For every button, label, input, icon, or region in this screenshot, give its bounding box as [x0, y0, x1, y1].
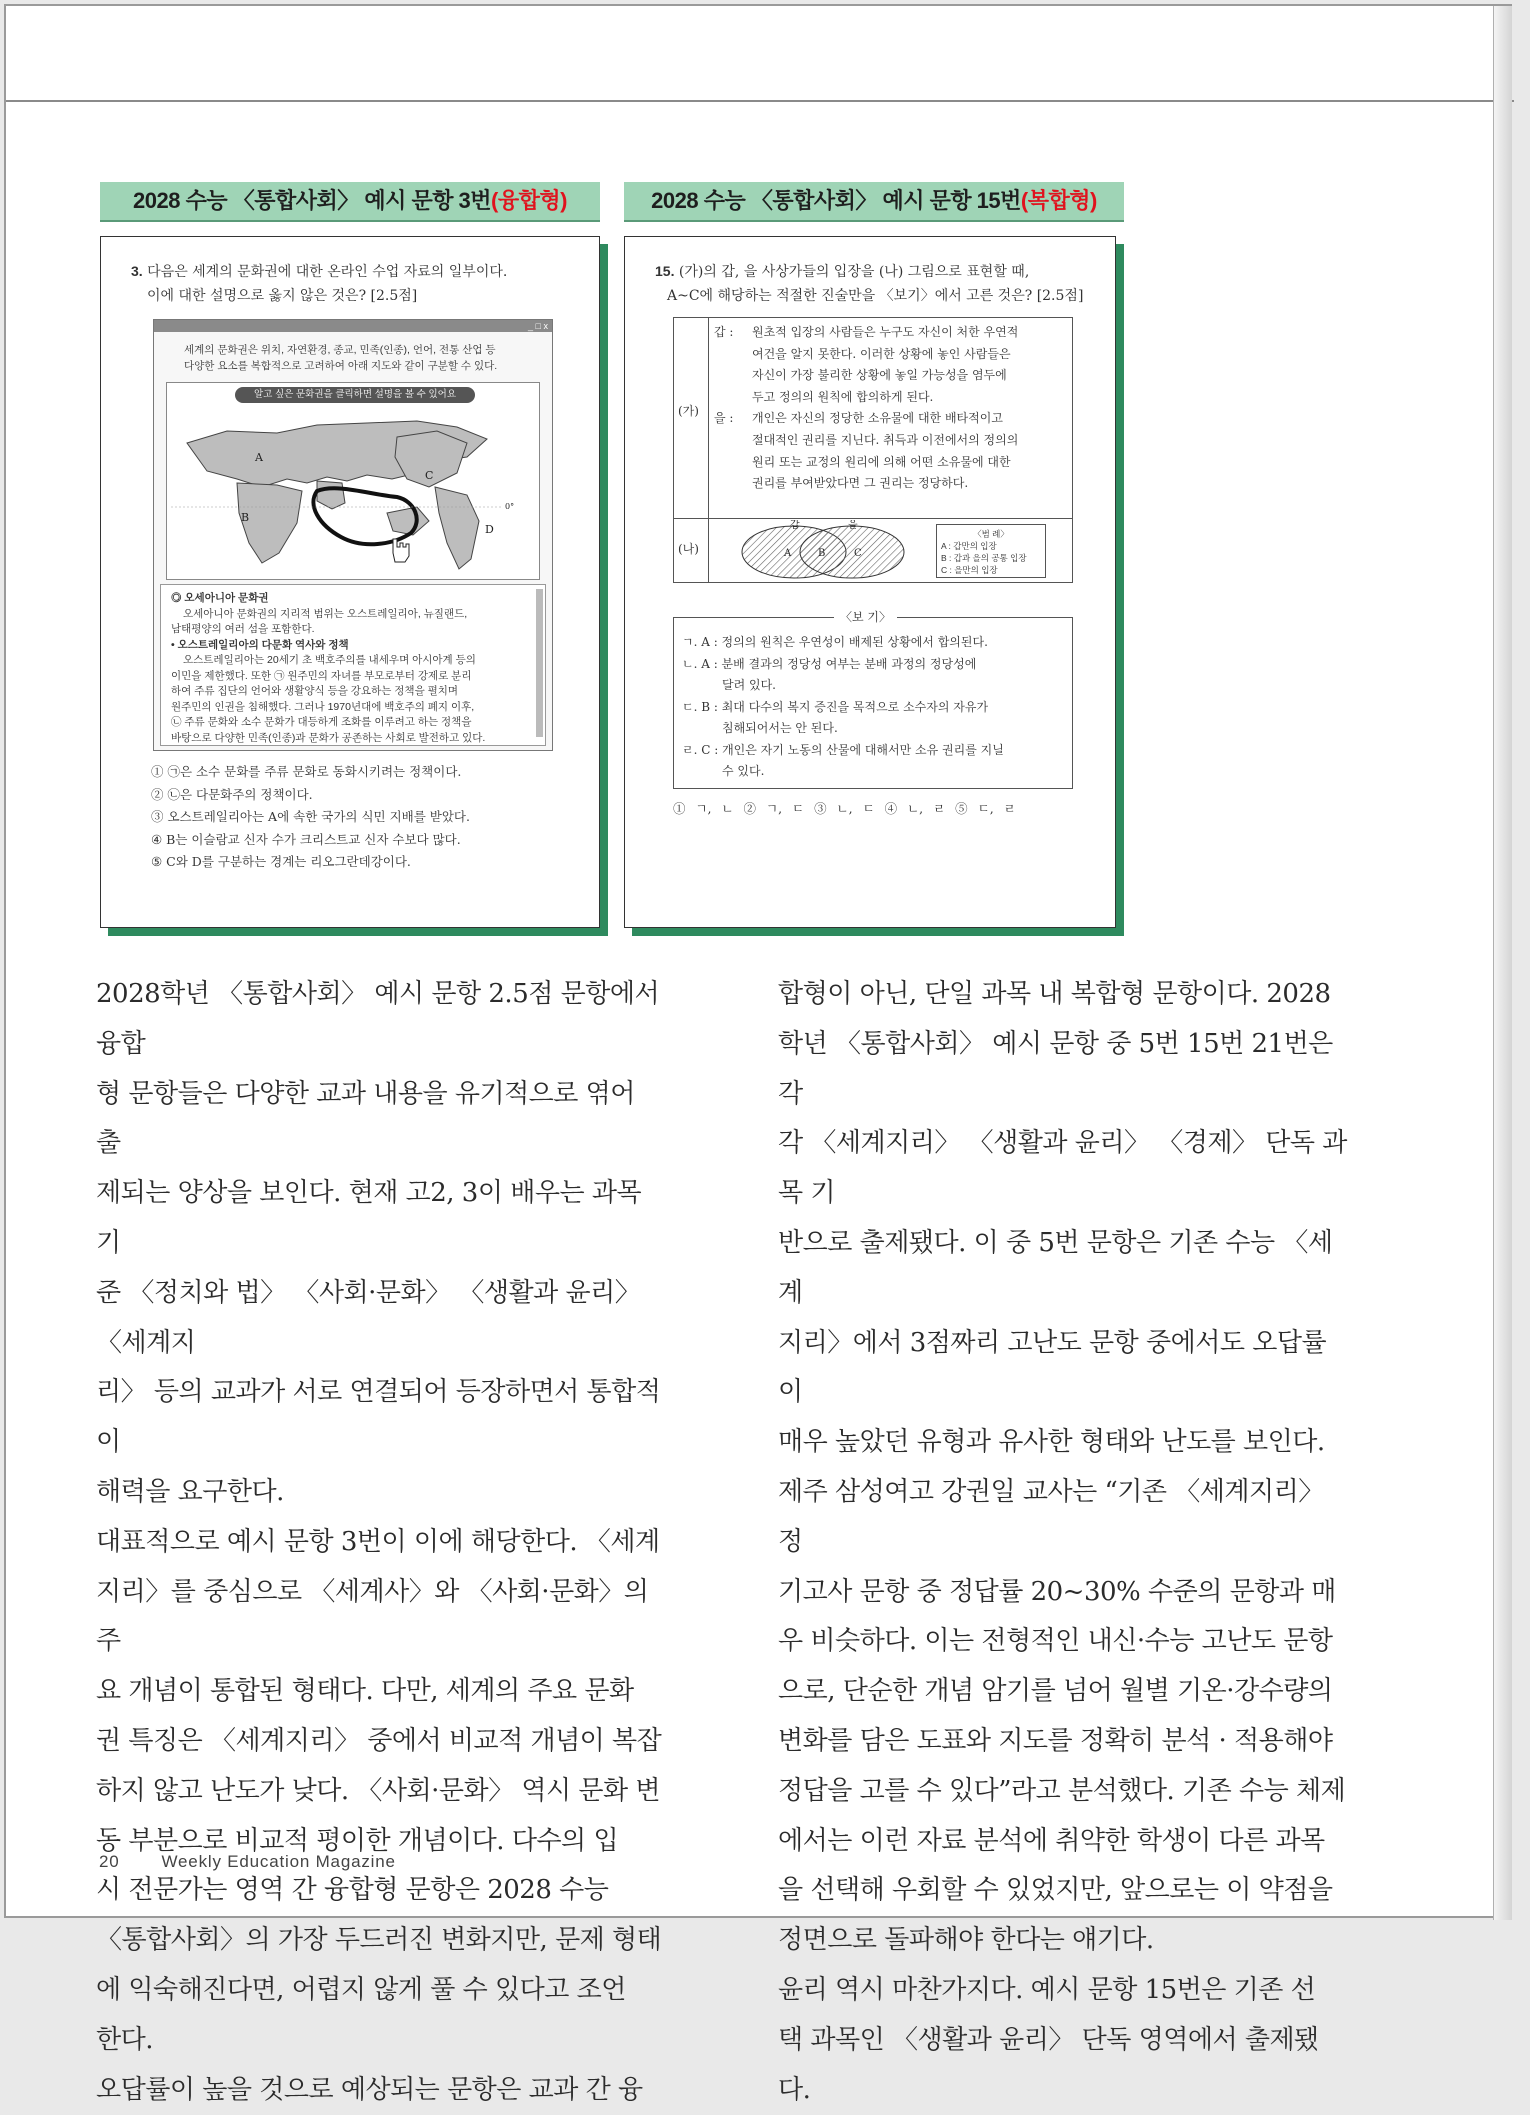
body-line: 합형이 아닌, 단일 과목 내 복합형 문항이다. 2028	[778, 979, 1331, 1009]
body-line: 정답을 고를 수 있다”라고 분석했다. 기존 수능 체제	[778, 1775, 1346, 1806]
bogi-item-cont: 침해되어서는 안 된다.	[722, 721, 838, 735]
legend-item: B : 갑과 을의 공통 입장	[941, 553, 1027, 563]
body-line: 에서는 이런 자료 분석에 취약한 학생이 다른 과목	[778, 1825, 1325, 1856]
body-line: 매우 높았던 유형과 유사한 형태와 난도를 보인다.	[778, 1427, 1325, 1458]
body-line: 을 선택해 우회할 수 있었지만, 앞으로는 이 약점을	[778, 1875, 1333, 1906]
window-titlebar	[154, 320, 552, 332]
body-line: 반으로 출제됐다. 이 중 5번 문항은 기존 수능 〈세계	[778, 1227, 1333, 1308]
q3-stem-line2: 이에 대한 설명으로 옳지 않은 것은? [2.5점]	[147, 288, 418, 304]
page-footer	[99, 1852, 396, 1872]
page-number: 20	[99, 1852, 120, 1871]
body-line: 으로, 단순한 개념 암기를 넘어 월별 기온·강수량의	[778, 1676, 1333, 1707]
q15-banner	[624, 182, 1124, 222]
body-line: 지리〉에서 3점짜리 고난도 문항 중에서도 오답률이	[778, 1327, 1327, 1408]
legend-item: A : 갑만의 입장	[941, 541, 997, 551]
eul-line: 개인은 자신의 정당한 소유물에 대한 배타적이고	[752, 411, 1003, 426]
q15-stem-line2: A~C에 해당하는 적절한 진술만을 〈보기〉에서 고른 것은? [2.5점]	[667, 288, 1084, 304]
oceania-line: 이민을 제한했다. 또한 ㉠ 원주민의 자녀를 부모로부터 강제로 분리	[171, 669, 472, 682]
body-line: 택 과목인 〈생활과 윤리〉 단독 영역에서 출제됐다.	[778, 2024, 1319, 2105]
choice-item[interactable]: ⑤ C와 D를 구분하는 경계는 리오그란데강이다.	[151, 854, 411, 869]
oceania-line: 남태평양의 여러 섬을 포함한다.	[171, 623, 315, 635]
bogi-item: ㄷ. B : 최대 다수의 복지 증진을 목적으로 소수자의 자유가	[682, 699, 989, 714]
online-lesson-window	[153, 319, 553, 751]
q15-banner-text: 2028 수능 〈통합사회〉 예시 문항 15번	[651, 188, 1021, 213]
bogi-item: ㄴ. A : 분배 결과의 정당성 여부는 분배 과정의 정당성에	[682, 656, 977, 671]
venn-diagram	[734, 520, 914, 580]
body-line: 리〉 등의 교과가 서로 연결되어 등장하면서 통합적 이	[96, 1377, 661, 1458]
body-right-column	[778, 970, 1348, 2115]
q15-stem	[655, 259, 1105, 308]
magazine-name: Weekly Education Magazine	[161, 1852, 396, 1871]
body-line: 하지 않고 난도가 낮다. 〈사회·문화〉 역시 문화 변	[96, 1775, 660, 1806]
world-culture-map	[166, 382, 540, 580]
bogi-box	[673, 610, 1073, 789]
map-label-b: B	[241, 511, 250, 524]
body-line: 오답률이 높을 것으로 예상되는 문항은 교과 간 융	[96, 2074, 643, 2105]
na-label-col	[674, 518, 709, 582]
eul-label: 을 :	[714, 411, 734, 426]
map-label-d: D	[485, 523, 494, 536]
body-line: 요 개념이 통합된 형태다. 다만, 세계의 주요 문화	[96, 1676, 634, 1707]
body-line: 기고사 문항 중 정답률 20~30% 수준의 문항과 매	[778, 1576, 1336, 1607]
eul-line: 원리 또는 교정의 원리에 의해 어떤 소유물에 대한	[752, 454, 1011, 469]
bogi-items	[682, 632, 1066, 783]
scrollbar[interactable]	[536, 589, 543, 737]
venn-c: C	[854, 548, 862, 559]
window-controls[interactable]: _ □ x	[528, 321, 548, 331]
q3-stem	[131, 259, 591, 308]
body-line: 준 〈정치와 법〉 〈사회·문화〉 〈생활과 윤리〉 〈세계지	[96, 1277, 641, 1358]
na-label: (나)	[678, 542, 699, 556]
intro-line: 세계의 문화권은 위치, 자연환경, 종교, 민족(인종), 언어, 전통 산업 등	[184, 344, 496, 356]
body-line: 정면으로 돌파해야 한다는 얘기다.	[778, 1925, 1154, 1956]
gap-line: 자신이 가장 불리한 상황에 놓일 가능성을 염두에	[752, 368, 1007, 383]
body-line: 에 익숙해진다면, 어렵지 않게 풀 수 있다고 조언	[96, 1974, 626, 2005]
q3-stem-line1: 다음은 세계의 문화권에 대한 온라인 수업 자료의 일부이다.	[147, 264, 508, 280]
q3-box	[100, 236, 600, 928]
choice-item[interactable]: ④ B는 이슬람교 신자 수가 크리스트교 신자 수보다 많다.	[151, 831, 461, 847]
legend-item: C : 을만의 입장	[941, 565, 998, 575]
oceania-text	[171, 591, 531, 746]
body-line: 윤리 역시 마찬가지다. 예시 문항 15번은 기존 선	[778, 1974, 1316, 2005]
oceania-line: 오세아니아 문화권의 지리적 범위는 오스트레일리아, 뉴질랜드,	[183, 607, 468, 620]
bogi-item: ㄱ. A : 정의의 원칙은 우연성이 배제된 상황에서 합의된다.	[682, 635, 988, 649]
eul-line: 권리를 부여받았다면 그 권리는 정당하다.	[752, 476, 969, 491]
venn-eul: 을	[848, 520, 858, 531]
equator-label: 0°	[505, 502, 515, 511]
venn-gap: 갑	[790, 520, 800, 531]
legend-title: 〈범 례〉	[973, 529, 1009, 539]
body-line: 시 전문가는 영역 간 융합형 문항은 2028 수능	[96, 1875, 609, 1906]
body-line: 지리〉를 중심으로 〈세계사〉와 〈사회·문화〉의 주	[96, 1576, 649, 1657]
header-rule	[6, 100, 1514, 102]
map-hint: 알고 싶은 문화권을 클릭하면 설명을 볼 수 있어요	[235, 387, 475, 403]
lesson-intro	[184, 342, 534, 374]
oceania-line: ㉡ 주류 문화와 소수 문화가 대등하게 조화를 이루려고 하는 정책을	[171, 716, 472, 728]
body-line: 우 비슷하다. 이는 전형적인 내신·수능 고난도 문항	[778, 1626, 1333, 1657]
q3-banner-text: 2028 수능 〈통합사회〉 예시 문항 3번	[133, 188, 492, 213]
body-line: 형 문항들은 다양한 교과 내용을 유기적으로 엮어 출	[96, 1078, 635, 1159]
body-line: 한다.	[96, 2024, 153, 2055]
gap-line: 두고 정의의 원칙에 합의하게 된다.	[752, 389, 934, 404]
page-edge	[1493, 6, 1512, 1920]
body-line: 〈통합사회〉의 가장 두드러진 변화지만, 문제 형태	[96, 1925, 662, 1956]
ga-label: (가)	[678, 404, 699, 418]
oceania-subheading: • 오스트레일리아의 다문화 역사와 정책	[171, 638, 349, 651]
body-line: 제주 삼성여고 강권일 교사는 “기존 〈세계지리〉 정	[778, 1476, 1324, 1557]
oceania-line: 바탕으로 다양한 민족(인종)과 문화가 공존하는 사회로 발전하고 있다.	[171, 731, 486, 744]
world-map-graphic[interactable]	[167, 383, 539, 579]
body-line: 동 부분으로 비교적 평이한 개념이다. 다수의 입	[96, 1825, 619, 1856]
ga-na-divider	[674, 518, 1072, 519]
ga-label-col	[674, 318, 709, 518]
q3-choices	[151, 761, 571, 874]
bogi-item-cont: 달려 있다.	[722, 678, 776, 692]
body-line: 2028학년 〈통합사회〉 예시 문항 2.5점 문항에서 융합	[96, 979, 660, 1059]
ga-passage	[714, 322, 1062, 495]
q15-banner-accent: (복합형)	[1020, 188, 1097, 213]
q3-banner-accent: (융합형)	[491, 188, 567, 213]
oceania-line: 하여 주류 집단의 언어와 생활양식 등을 강요하는 정책을 펼치며	[171, 685, 459, 697]
body-line: 제되는 양상을 보인다. 현재 고2, 3이 배우는 과목 기	[96, 1178, 642, 1258]
body-left-column	[96, 970, 666, 2115]
choice-item[interactable]: ③ 오스트레일리아는 A에 속한 국가의 식민 지배를 받았다.	[151, 809, 470, 824]
q15-answers[interactable]: ① ㄱ, ㄴ ② ㄱ, ㄷ ③ ㄴ, ㄷ ④ ㄴ, ㄹ ⑤ ㄷ, ㄹ	[673, 801, 1016, 816]
magazine-page	[4, 4, 1512, 2105]
intro-line: 다양한 요소를 복합적으로 고려하여 아래 지도와 같이 구분할 수 있다.	[184, 360, 498, 372]
bogi-item-cont: 수 있다.	[722, 764, 765, 778]
ga-na-box	[673, 317, 1073, 583]
venn-a: A	[784, 548, 792, 559]
oceania-description	[160, 584, 546, 746]
choice-item[interactable]: ② ㉡은 다문화주의 정책이다.	[151, 786, 313, 802]
map-label-a: A	[255, 451, 263, 464]
body-line: 대표적으로 예시 문항 3번이 이에 해당한다. 〈세계	[96, 1526, 660, 1557]
bogi-item: ㄹ. C : 개인은 자기 노동의 산물에 대해서만 소유 권리를 지닐	[682, 742, 1004, 757]
venn-b: B	[818, 548, 826, 559]
body-line: 학년 〈통합사회〉 예시 문항 중 5번 15번 21번은 각	[778, 1028, 1333, 1109]
gap-label: 갑 :	[714, 325, 734, 339]
q3-number: 3.	[131, 263, 143, 279]
q15-number: 15.	[655, 263, 675, 279]
eul-line: 절대적인 권리를 지닌다. 취득과 이전에서의 정의의	[752, 432, 1019, 447]
gap-line: 원초적 입장의 사람들은 누구도 자신이 처한 우연적	[752, 325, 1019, 339]
oceania-line: 오스트레일리아는 20세기 초 백호주의를 내세우며 아시아계 등의	[183, 654, 476, 666]
map-label-c: C	[425, 469, 434, 482]
q15-box	[624, 236, 1116, 928]
q15-stem-line1: (가)의 갑, 을 사상가들의 입장을 (나) 그림으로 표현할 때,	[678, 264, 1030, 280]
oceania-title: ◎ 오세아니아 문화권	[171, 592, 269, 604]
choice-item[interactable]: ① ㉠은 소수 문화를 주류 문화로 동화시키려는 정책이다.	[151, 764, 462, 779]
body-line: 권 특징은 〈세계지리〉 중에서 비교적 개념이 복잡	[96, 1725, 662, 1756]
venn-legend	[936, 524, 1046, 578]
body-line: 해력을 요구한다.	[96, 1476, 284, 1507]
body-line: 변화를 담은 도표와 지도를 정확히 분석 · 적용해야	[778, 1725, 1333, 1756]
gap-line: 여건을 알지 못한다. 이러한 상황에 놓인 사람들은	[752, 346, 1011, 361]
bogi-title: 〈보 기〉	[834, 608, 897, 625]
body-line: 각 〈세계지리〉 〈생활과 윤리〉 〈경제〉 단독 과목 기	[778, 1128, 1347, 1209]
oceania-line: 원주민의 인권을 침해했다. 그러나 1970년대에 백호주의 폐지 이후,	[171, 700, 475, 713]
q3-banner	[100, 182, 600, 222]
cursor-hand-icon	[393, 539, 409, 562]
